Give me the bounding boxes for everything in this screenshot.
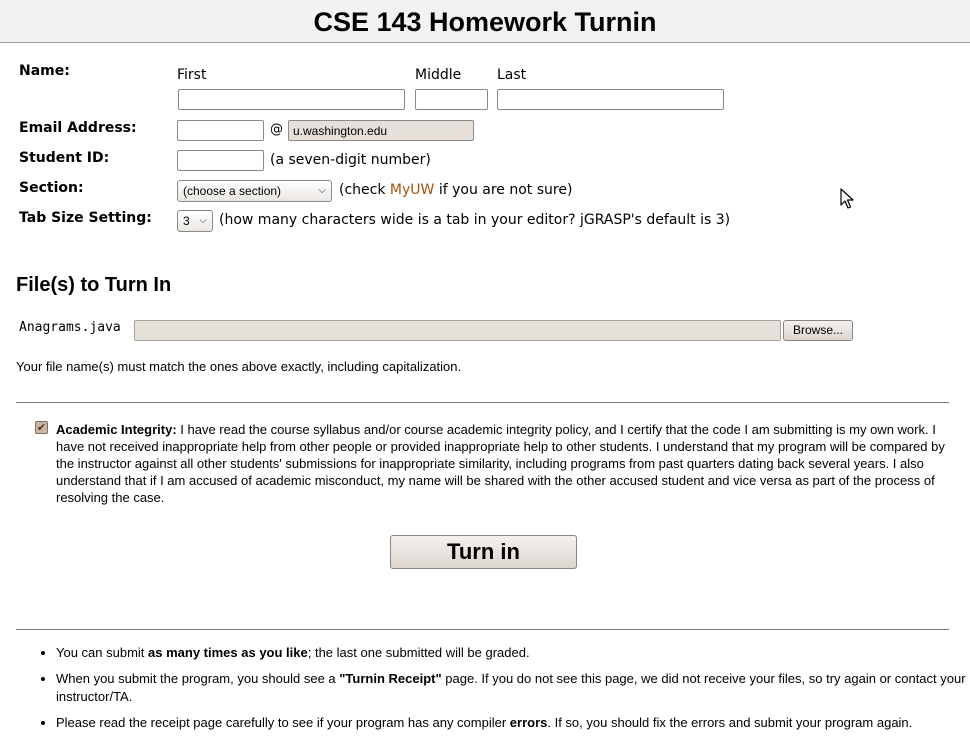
browse-button[interactable]: Browse... [783, 320, 853, 341]
chevron-down-icon: ⌵ [318, 185, 326, 196]
section-hint-prefix: (check [339, 182, 390, 198]
note-text: page. If you do not see this page, we did not receive your files, so try again or contact your instructor/TA. [56, 671, 966, 704]
note-text: . If so, you should fix the errors and submit your program again. [547, 715, 913, 730]
files-heading: File(s) to Turn In [16, 274, 172, 296]
note-text: When you submit the program, you should see a [56, 671, 340, 686]
section-hint-suffix: if you are not sure) [434, 182, 573, 198]
middle-name-input[interactable] [415, 89, 488, 110]
student-id-label: Student ID: [19, 150, 110, 166]
file-path-field[interactable] [134, 320, 781, 341]
first-name-caption: First [177, 67, 207, 83]
note-text: ; the last one submitted will be graded. [307, 645, 530, 660]
tab-size-select[interactable] [177, 210, 213, 232]
list-item [56, 670, 966, 706]
mouse-pointer-icon [840, 188, 854, 210]
student-id-hint: (a seven-digit number) [270, 152, 431, 168]
list-item [56, 714, 966, 732]
integrity-title: Academic Integrity: [56, 422, 177, 437]
section-label: Section: [19, 180, 84, 196]
email-at-sign: @ [270, 122, 283, 137]
email-label: Email Address: [19, 120, 137, 136]
list-item [56, 644, 966, 662]
name-label: Name: [19, 63, 70, 79]
middle-name-caption: Middle [415, 67, 462, 83]
file-name-note: Your file name(s) must match the ones above exactly, including capitalization. [16, 359, 462, 374]
section-select[interactable] [177, 180, 332, 202]
notes-list [16, 644, 966, 740]
tab-size-select-value: 3 [183, 214, 190, 228]
email-username-input[interactable] [177, 120, 264, 141]
note-emphasis: as many times as you like [148, 645, 308, 660]
chevron-down-icon: ⌵ [199, 215, 207, 226]
note-emphasis: "Turnin Receipt" [339, 671, 442, 686]
note-text: You can submit [56, 645, 149, 660]
last-name-caption: Last [497, 67, 527, 83]
last-name-input[interactable] [497, 89, 724, 110]
turn-in-button[interactable]: Turn in [390, 535, 577, 569]
note-emphasis: errors [509, 715, 548, 730]
myuw-link[interactable]: MyUW [389, 182, 435, 198]
tab-size-label: Tab Size Setting: [19, 210, 152, 226]
page-header [0, 0, 970, 43]
section-select-value: (choose a section) [183, 184, 282, 198]
student-id-input[interactable] [177, 150, 264, 171]
tab-size-hint: (how many characters wide is a tab in your editor? jGRASP's default is 3) [219, 212, 731, 228]
integrity-checkbox[interactable]: ✔ [36, 421, 47, 434]
first-name-input[interactable] [178, 89, 405, 110]
page-title: CSE 143 Homework Turnin [313, 7, 657, 37]
note-text: Please read the receipt page carefully to see if your program has any compiler [56, 715, 510, 730]
divider-top [16, 402, 949, 403]
divider-bottom [16, 629, 949, 630]
email-domain-field[interactable] [288, 120, 474, 141]
section-hint [339, 182, 572, 198]
file-name-label: Anagrams.java [19, 320, 121, 335]
integrity-statement [56, 421, 949, 506]
integrity-text: I have read the course syllabus and/or course academic integrity policy, and I certify that the code I am submitting is my own work. I have not received inappropriate help from other people or provided inappropriate help to other students. I understand that my program will be compared by the instructor against all other students' submissions for inappropriate similarity, including programs from past quarters dating back several years. I also understand that if I am accused of academic misconduct, my name will be shared with the other accused student and vice versa as part of the process of resolving the case. [56, 422, 945, 505]
